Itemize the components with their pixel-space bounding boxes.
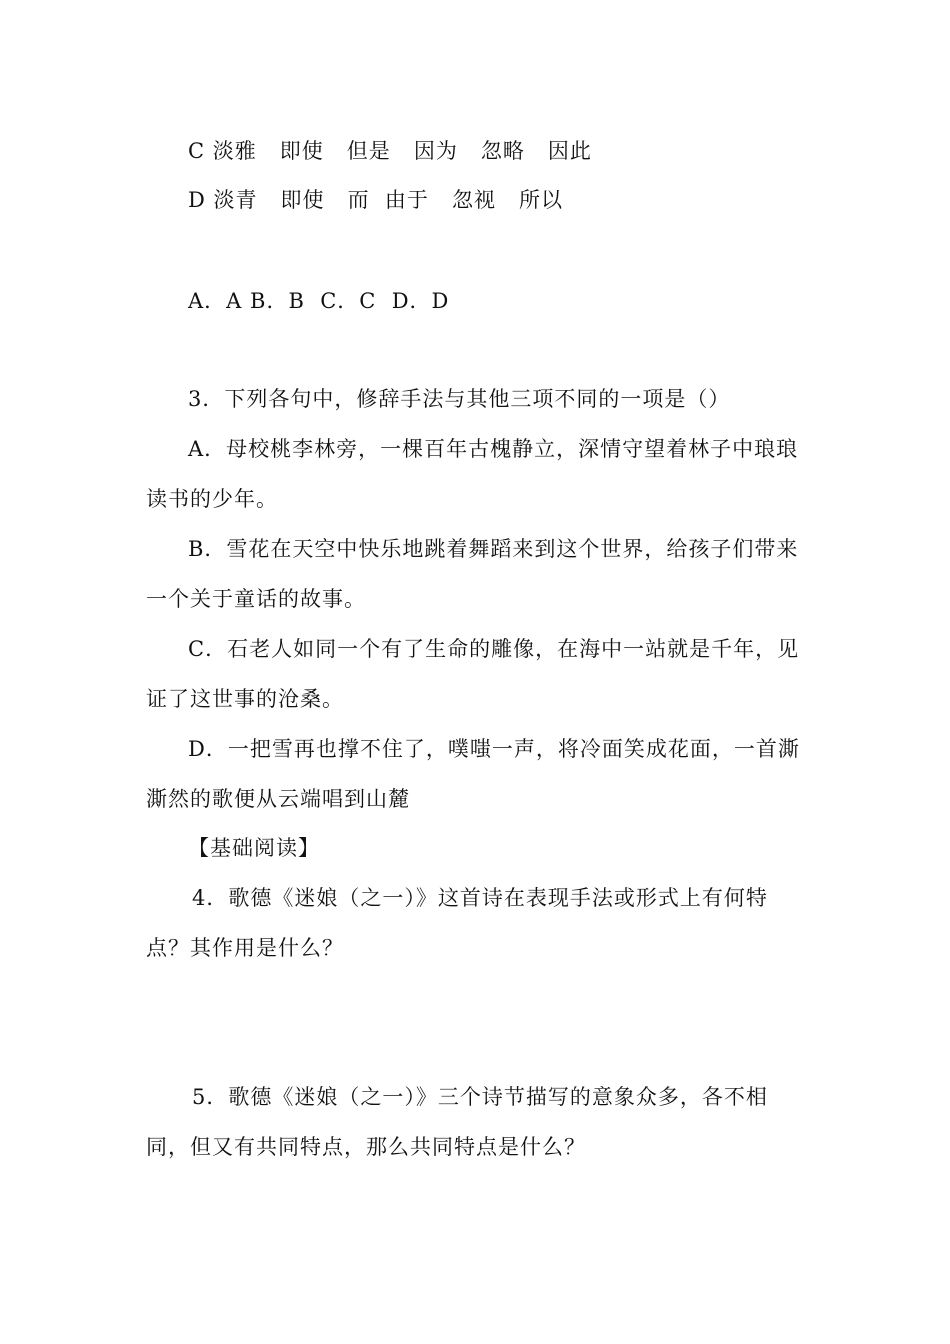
section-heading: 【基础阅读】 — [188, 836, 320, 860]
question-4-cont: 点？其作用是什么？ — [146, 936, 344, 960]
question-4: 4．歌德《迷娘（之一）》这首诗在表现手法或形式上有何特 — [192, 886, 768, 910]
question-3-option-c-cont: 证了这世事的沧桑。 — [146, 687, 344, 711]
question-3-option-d-cont: 澌然的歌便从云端唱到山麓 — [146, 787, 410, 811]
question-3-option-b-cont: 一个关于童话的故事。 — [146, 587, 366, 611]
choice-option-c: C 淡雅 即使 但是 因为 忽略 因此 — [188, 139, 592, 163]
question-5-cont: 同，但又有共同特点，那么共同特点是什么？ — [146, 1135, 586, 1159]
question-3-option-a: A．母校桃李林旁，一棵百年古槐静立，深情守望着林子中琅琅 — [188, 437, 799, 461]
choice-option-d: D 淡青 即使 而 由于 忽视 所以 — [188, 188, 563, 212]
question-3-option-a-cont: 读书的少年。 — [146, 487, 278, 511]
answer-options: A．A B．B C．C D．D — [188, 289, 450, 313]
question-3-option-b: B．雪花在天空中快乐地跳着舞蹈来到这个世界，给孩子们带来 — [188, 537, 799, 561]
question-3-option-c: C．石老人如同一个有了生命的雕像，在海中一站就是千年，见 — [188, 637, 800, 661]
question-5: 5．歌德《迷娘（之一）》三个诗节描写的意象众多，各不相 — [192, 1085, 768, 1109]
question-3-option-d: D．一把雪再也撑不住了，噗嗤一声，将冷面笑成花面，一首澌 — [188, 737, 800, 761]
question-3-stem: 3．下列各句中，修辞手法与其他三项不同的一项是（） — [188, 387, 731, 411]
